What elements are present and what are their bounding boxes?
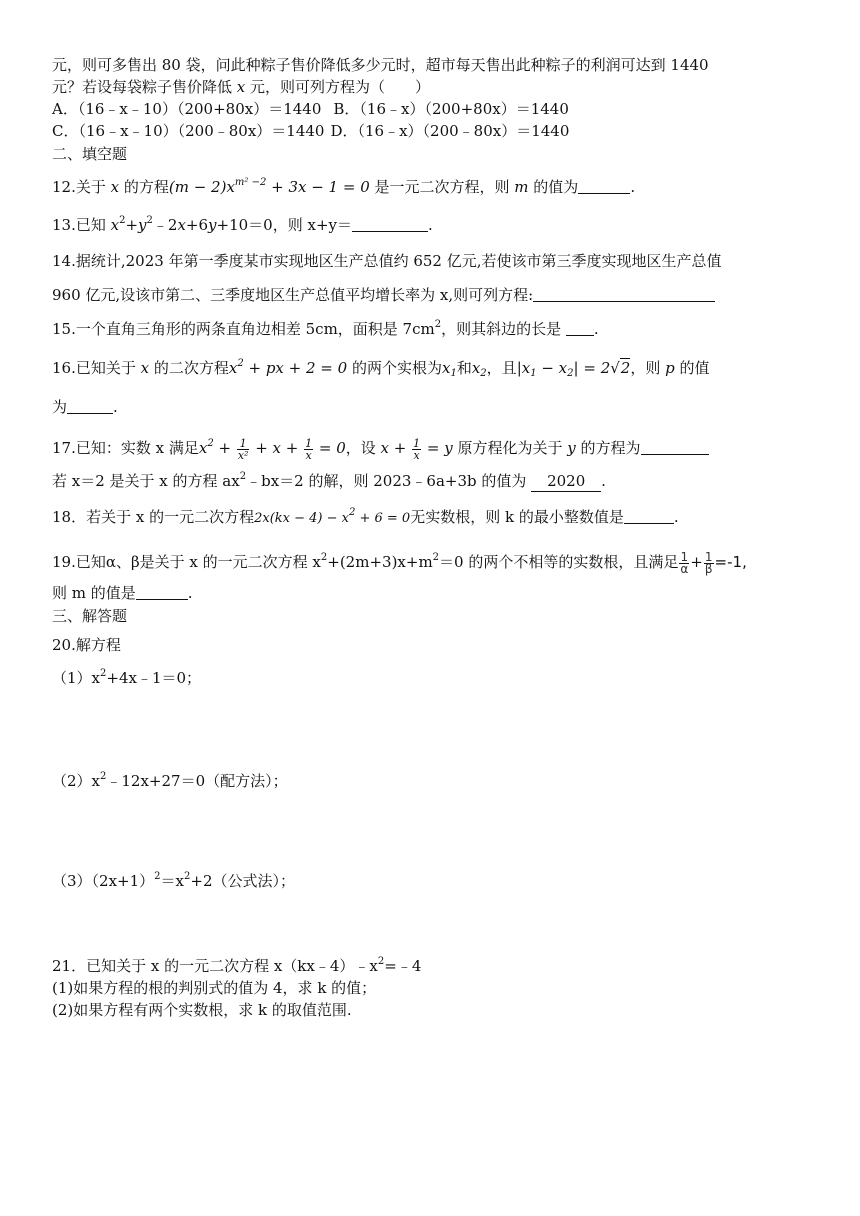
q20-part2: $(2)x^2﹣12x+27=0$（配方法）；	[52, 771, 288, 790]
q19-frac-alpha: $\frac{1}{\alpha}$	[680, 549, 689, 576]
q16-condition: $|x_1 - x_2| = 2√2$	[516, 359, 631, 379]
q17-answer-blank[interactable]	[641, 440, 709, 455]
q14-line1: 14.据统计,2023 年第一季度某市实现地区生产总值约 652 亿元,若使该市第三季度实现地区生产总值	[52, 252, 722, 270]
q14-line2: 960 亿元,设该市第二、三季度地区生产总值平均增长率为 x,则可列方程:	[52, 285, 715, 305]
section-2-heading: 二、填空题	[52, 145, 128, 163]
q16-answer-blank[interactable]	[67, 399, 113, 414]
option-b: B．（16﹣x）（200+80x）＝1440	[333, 100, 569, 118]
q15: 15.一个直角三角形的两条直角边相差 5cm，面积是 $7cm^2$，则其斜边的长是 .	[52, 319, 599, 338]
q21-title: 21．已知关于 x 的一元二次方程 $x(kx﹣4)﹣x^2=﹣4$	[52, 956, 422, 975]
q13-equation: $x^2+y^2﹣2x+6y+10=0$	[110, 215, 273, 234]
q11-line1: 元，则可多售出 80 袋，问此种粽子售价降低多少元时，超市每天售出此种粽子的利润可达到 1440	[52, 56, 709, 74]
q20-title: 20.解方程	[52, 636, 121, 654]
q11-line2: 元？若设每袋粽子售价降低 x 元，则可列方程为（ ）	[52, 78, 431, 96]
q12: 12.关于 x 的方程$(m - 2)x^{m^2 -2} + 3x - 1 = 0$ 是一元二次方程，则 m 的值为 .	[52, 177, 636, 196]
q18-answer-blank[interactable]	[624, 509, 674, 524]
q16-line1: 16.已知关于 x 的二次方程$x^2$ + px + 2 = 0 的两个实根为$x_1$和$x_2$，且$|x_1 - x_2| = 2√2$，则 p 的值	[52, 358, 710, 379]
q16-equation: $x^2$ + px + 2 = 0	[228, 358, 348, 377]
q21-part1: (1)如果方程的根的判别式的值为 4，求 k 的值；	[52, 979, 377, 997]
q19-line2: 则 m 的值是 .	[52, 584, 193, 602]
q12-equation: $(m - 2)x^{m^2 -2} + 3x - 1 = 0$	[168, 177, 370, 196]
q14-answer-blank[interactable]	[533, 287, 715, 302]
q20-part3: $(3)(2x+1)^2=x^2+2$（公式法）；	[52, 871, 296, 890]
q18-equation: $2x(kx - 4) - x^2 + 6 = 0$	[254, 507, 411, 526]
q17-substitution: x + $\frac{1}{x}$ = y	[380, 436, 453, 462]
q12-answer-blank[interactable]	[578, 179, 630, 194]
q17-line2: 若 x＝2 是关于 x 的方程 $ax^2﹣bx=2$ 的解，则 2023﹣6a+3b 的值为 2020 .	[52, 471, 606, 490]
q13: 13.已知 $x^2+y^2﹣2x+6y+10=0$，则 x+y＝ .	[52, 215, 433, 234]
q13-answer-blank[interactable]	[352, 217, 428, 232]
q17-equation: $x^2$ + $\frac{1}{\text{x²}}$ + x + $\frac{1}{x}$ = 0	[198, 436, 346, 462]
q17-line1: 17.已知：实数 x 满足$x^2$ + $\frac{1}{\text{x²}}$ + x + $\frac{1}{x}$ = 0，设 x + $\frac{1}{x}$ = y 原方程化为关于 y 的方程为	[52, 436, 709, 461]
option-d: D．（16﹣x）（200﹣80x）＝1440	[330, 122, 570, 140]
section-3-heading: 三、解答题	[52, 607, 128, 625]
q19-frac-beta: $\frac{1}{\beta}$	[704, 549, 713, 576]
option-c: C．（16﹣x﹣10）（200﹣80x）＝1440	[52, 122, 325, 140]
q20-part1: $(1)x^2+4x﹣1=0$；	[52, 668, 202, 687]
q19-answer-blank[interactable]	[136, 585, 188, 600]
q17-answer: 2020	[531, 471, 601, 492]
q15-answer-blank[interactable]	[566, 321, 594, 336]
q19-line1: 19.已知α、β是关于 x 的一元二次方程 $x^2+(2m+3)x+m^2=0$ 的两个不相等的实数根，且满足 $\frac{1}{\alpha}$ + $\frac{1}{\beta}$ =-1,	[52, 549, 747, 576]
q16-line2: 为 .	[52, 398, 118, 416]
q21-part2: (2)如果方程有两个实数根，求 k 的取值范围.	[52, 1001, 352, 1019]
q11-options-ab	[52, 99, 569, 119]
q11-options-cd	[52, 121, 569, 141]
option-a: A．（16﹣x﹣10）（200+80x）＝1440	[52, 100, 322, 118]
q18: 18．若关于 x 的一元二次方程$2x(kx - 4) - x^2 + 6 = 0$无实数根，则 k 的最小整数值是 .	[52, 507, 679, 526]
